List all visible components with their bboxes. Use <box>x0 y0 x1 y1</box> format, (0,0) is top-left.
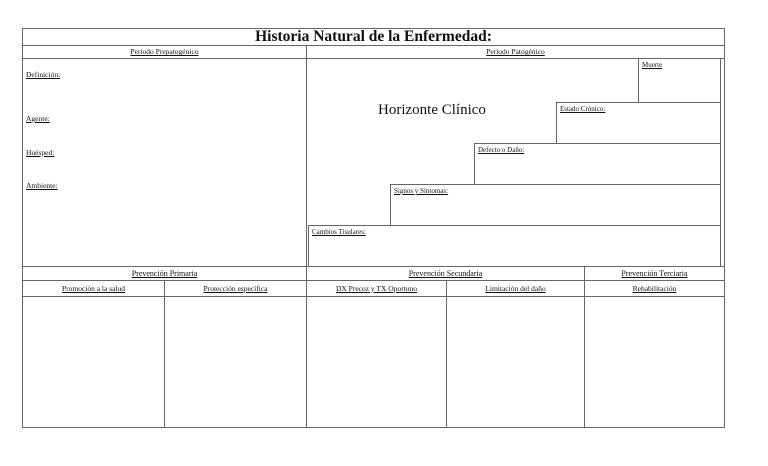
stage-death <box>638 59 721 102</box>
stage-signs-symptoms-label: Signos y Síntomas: <box>394 187 449 195</box>
early-diagnosis-body <box>307 297 447 428</box>
tertiary-prevention-header <box>585 267 725 281</box>
secondary-prevention-label: Prevención Secundaria <box>408 268 483 278</box>
pathogenic-period-body <box>307 59 725 267</box>
prepathogenic-period-body <box>23 59 307 267</box>
rehabilitation-header <box>585 281 725 297</box>
stage-chronic-state <box>556 102 721 143</box>
early-diagnosis-header <box>307 281 447 297</box>
health-promotion-header <box>23 281 165 297</box>
stage-defect-damage <box>474 143 721 184</box>
stage-defect-damage-label: Defecto o Daño: <box>478 146 525 154</box>
natural-history-form <box>22 28 725 428</box>
specific-protection-label: Protección específica <box>203 283 268 293</box>
primary-prevention-header <box>23 267 307 281</box>
stage-chronic-state-label: Estado Crónico: <box>560 105 606 113</box>
prepathogenic-period-label: Período Prepatogénico <box>130 47 199 57</box>
damage-limitation-label: Limitación del daño <box>485 283 546 293</box>
agent-label: Agente: <box>26 114 50 123</box>
stage-tissue-changes-label: Cambios Tisulares: <box>312 228 366 236</box>
tertiary-prevention-label: Prevención Terciaria <box>621 268 688 278</box>
host-label: Huésped: <box>26 148 55 157</box>
stage-signs-symptoms <box>390 184 721 225</box>
pathogenic-period-label: Período Patogénico <box>486 47 545 57</box>
stage-death-label: Muerte <box>642 61 663 69</box>
specific-protection-header <box>165 281 307 297</box>
rehabilitation-label: Rehabilitación <box>632 283 677 293</box>
prepathogenic-period-header <box>23 46 307 59</box>
health-promotion-body <box>23 297 165 428</box>
stage-tissue-changes <box>308 225 721 266</box>
definition-label: Definición: <box>26 70 61 79</box>
rehabilitation-body <box>585 297 725 428</box>
secondary-prevention-header <box>307 267 585 281</box>
title-cell <box>23 29 725 46</box>
pathogenic-period-header <box>307 46 725 59</box>
health-promotion-label: Promoción a la salud <box>61 283 126 293</box>
early-diagnosis-label: DX Precoz y TX Oportuno <box>335 283 418 293</box>
primary-prevention-label: Prevención Primaria <box>131 268 198 278</box>
clinical-horizon-label: Horizonte Clínico <box>378 102 486 118</box>
form-title: Historia Natural de la Enfermedad: <box>255 28 492 46</box>
damage-limitation-header <box>447 281 585 297</box>
environment-label: Ambiente: <box>26 181 58 190</box>
specific-protection-body <box>165 297 307 428</box>
damage-limitation-body <box>447 297 585 428</box>
